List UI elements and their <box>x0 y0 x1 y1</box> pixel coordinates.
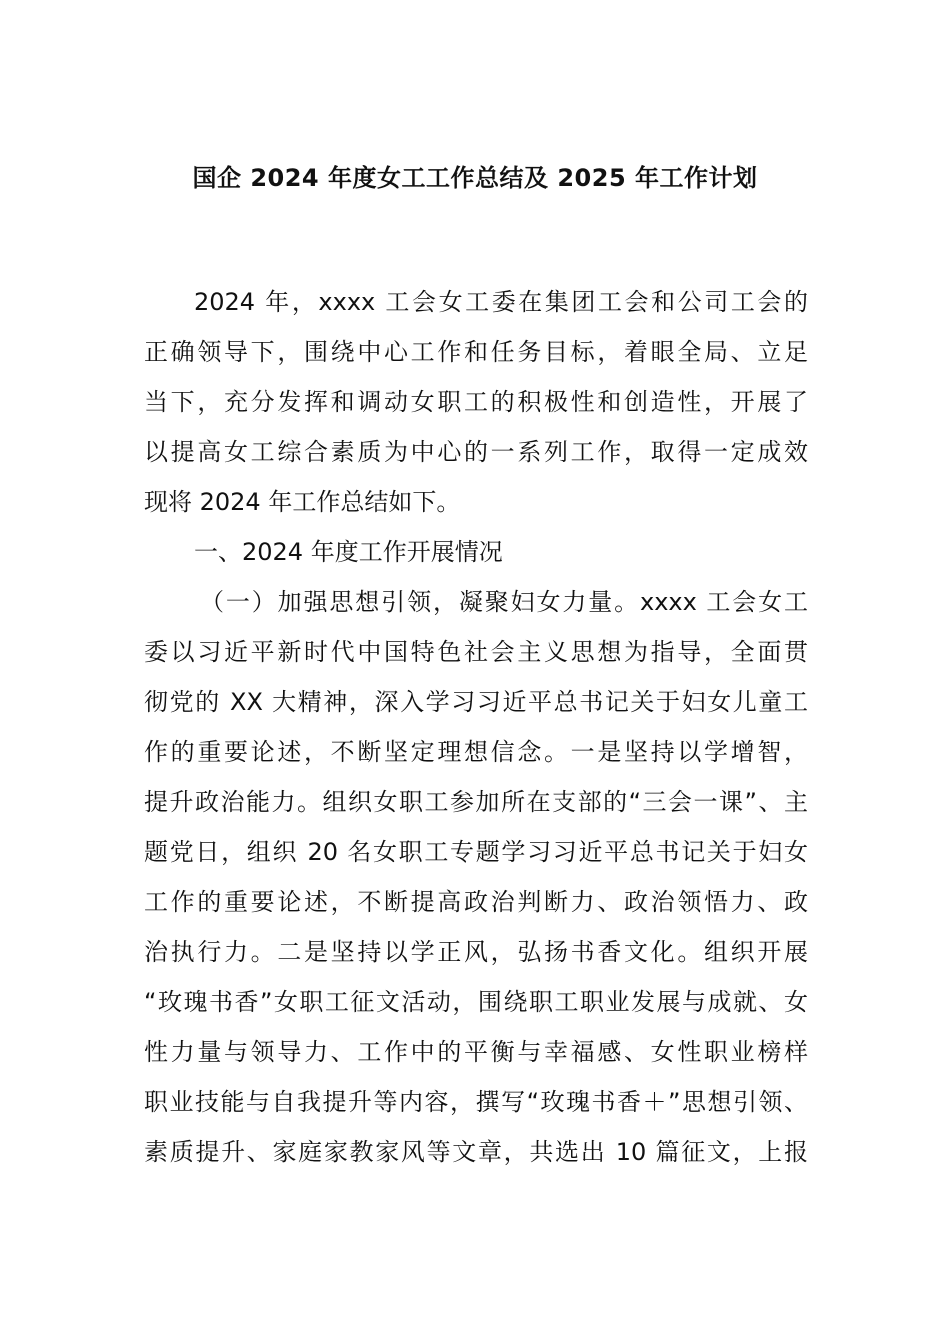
paragraph-line: 现将 2024 年工作总结如下。 <box>144 488 461 516</box>
paragraph-line: 工作的重要论述，不断提高政治判断力、政治领悟力、政 <box>144 888 808 916</box>
paragraph-line: 作的重要论述，不断坚定理想信念。一是坚持以学增智， <box>144 738 808 766</box>
paragraph-line: 题党日，组织 20 名女职工专题学习习近平总书记关于妇女 <box>144 838 808 866</box>
document-title: 国企 2024 年度女工工作总结及 2025 年工作计划 <box>192 164 758 192</box>
document-body <box>144 282 808 1182</box>
paragraph-line: 治执行力。二是坚持以学正风，弘扬书香文化。组织开展 <box>144 938 808 966</box>
paragraph-line: 2024 年，xxxx 工会女工委在集团工会和公司工会的 <box>194 288 808 316</box>
paragraph-line: 以提高女工综合素质为中心的一系列工作，取得一定成效 <box>144 438 808 466</box>
paragraph-line: 当下，充分发挥和调动女职工的积极性和创造性，开展了 <box>144 388 808 416</box>
paragraph-line: （一）加强思想引领，凝聚妇女力量。xxxx 工会女工 <box>200 588 808 616</box>
paragraph-line: 提升政治能力。组织女职工参加所在支部的“三会一课”、主 <box>144 788 808 816</box>
paragraph-line: “玫瑰书香”女职工征文活动，围绕职工职业发展与成就、女 <box>144 988 808 1016</box>
paragraph-line: 性力量与领导力、工作中的平衡与幸福感、女性职业榜样 <box>144 1038 808 1066</box>
section-heading: 一、2024 年度工作开展情况 <box>194 538 503 566</box>
paragraph-line: 彻党的 XX 大精神，深入学习习近平总书记关于妇女儿童工 <box>144 688 808 716</box>
paragraph-line: 职业技能与自我提升等内容，撰写“玫瑰书香＋”思想引领、 <box>144 1088 808 1116</box>
paragraph-line: 委以习近平新时代中国特色社会主义思想为指导，全面贯 <box>144 638 808 666</box>
paragraph-line: 素质提升、家庭家教家风等文章，共选出 10 篇征文，上报 <box>144 1138 808 1166</box>
paragraph-line: 正确领导下，围绕中心工作和任务目标，着眼全局、立足 <box>144 338 808 366</box>
